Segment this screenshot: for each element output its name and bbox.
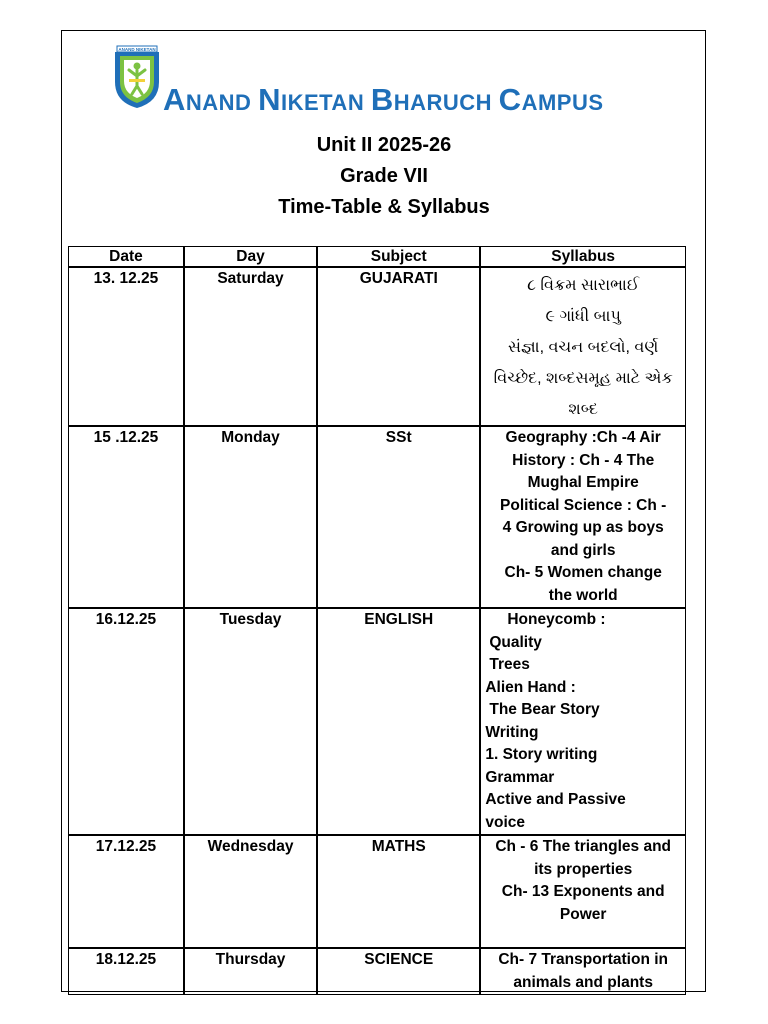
row-subject: GUJARATI: [317, 267, 480, 426]
row-date: 17.12.25: [68, 835, 184, 948]
row-syllabus: [480, 835, 686, 948]
syllabus-line: ૯ ગાંધી બાપુ: [545, 308, 621, 325]
school-name-initial: B: [370, 82, 394, 117]
syllabus-line: animals and plants: [513, 973, 653, 991]
row-day: Thursday: [184, 948, 317, 995]
syllabus-line: The Bear Story: [489, 701, 600, 718]
syllabus-line: શબ્દ: [568, 401, 598, 418]
row-subject: SCIENCE: [317, 948, 480, 995]
row-day: Tuesday: [184, 608, 317, 835]
row-syllabus: [480, 426, 686, 608]
table-header-row: [68, 246, 686, 267]
table-row: [68, 608, 686, 835]
row-day: Saturday: [184, 267, 317, 426]
row-day: Monday: [184, 426, 317, 608]
syllabus-line: Grammar: [485, 768, 555, 786]
row-subject: SSt: [317, 426, 480, 608]
school-name-initial: A: [163, 82, 186, 117]
timetable-title: Time-Table & Syllabus: [278, 196, 490, 218]
syllabus-line: Geography :Ch -4 Air: [505, 429, 661, 446]
school-name-initial: C: [498, 82, 522, 117]
school-name: [163, 82, 604, 121]
row-date: 16.12.25: [68, 608, 184, 835]
syllabus-line: Mughal Empire: [527, 474, 639, 491]
row-day: Wednesday: [184, 835, 317, 948]
row-date: 15 .12.25: [68, 426, 184, 608]
syllabus-line: History : Ch - 4 The: [512, 451, 655, 469]
school-name-word: NAND: [185, 90, 259, 115]
row-syllabus: [480, 948, 686, 995]
syllabus-line: Ch- 5 Women change: [504, 564, 662, 581]
header-day: Day: [184, 246, 317, 267]
table-row: [68, 835, 686, 948]
table-row: [68, 267, 686, 426]
syllabus-line: વિચ્છેદ, શબ્દસમૂહ માટે એક: [493, 370, 673, 387]
table-row: [68, 948, 686, 995]
syllabus-line: 1. Story writing: [485, 746, 598, 763]
header-syllabus: Syllabus: [480, 246, 686, 267]
syllabus-line: and girls: [550, 541, 616, 559]
syllabus-line: 4 Growing up as boys: [502, 519, 664, 536]
row-subject: MATHS: [317, 835, 480, 948]
logo-ring-text: ANAND NIKETAN: [118, 47, 156, 52]
syllabus-line: Ch- 7 Transportation in: [498, 951, 668, 968]
school-name-initial: N: [258, 82, 281, 117]
syllabus-line: Trees: [489, 656, 530, 673]
syllabus-line: Active and Passive: [485, 791, 626, 808]
row-date: 13. 12.25: [68, 267, 184, 426]
school-name-word: IKETAN: [280, 90, 371, 115]
syllabus-line: Honeycomb :: [507, 611, 606, 628]
school-name-word: AMPUS: [521, 90, 604, 115]
syllabus-line: Alien Hand :: [485, 678, 576, 696]
header-subject: Subject: [317, 246, 480, 267]
syllabus-line: ૮ વિક્રમ સારાભાઈ: [527, 277, 640, 294]
row-syllabus: [480, 267, 686, 426]
syllabus-line: Quality: [489, 633, 542, 651]
row-subject: ENGLISH: [317, 608, 480, 835]
syllabus-line: Ch- 13 Exponents and: [501, 883, 665, 900]
table-row: [68, 426, 686, 608]
syllabus-line: સંજ્ઞા, વચન બદલો, વર્ણ: [508, 339, 659, 356]
school-name-word: HARUCH: [393, 90, 499, 115]
syllabus-line: Power: [559, 905, 607, 923]
syllabus-line: the world: [548, 586, 618, 604]
syllabus-line: Ch - 6 The triangles and: [495, 838, 672, 855]
grade-title: Grade VII: [340, 165, 428, 187]
syllabus-line: voice: [485, 813, 525, 831]
row-syllabus: [480, 608, 686, 835]
row-date: 18.12.25: [68, 948, 184, 995]
syllabus-line: Political Science : Ch -: [500, 496, 667, 514]
header-date: Date: [68, 246, 184, 267]
school-logo-icon: [111, 44, 163, 110]
syllabus-line: its properties: [534, 860, 633, 878]
syllabus-line: Writing: [485, 723, 539, 741]
unit-title: Unit II 2025-26: [316, 134, 452, 156]
timetable: [68, 246, 686, 995]
